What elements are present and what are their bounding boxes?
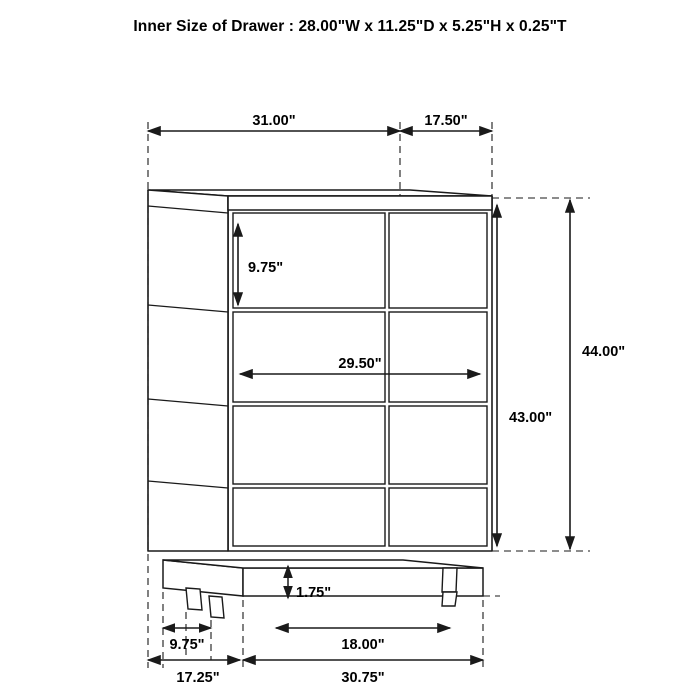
- dim-base-overall-width: [243, 660, 483, 686]
- drawer-face: [389, 312, 487, 402]
- leg-rear-right: [442, 568, 457, 592]
- dim-foot-inset-depth: [163, 628, 211, 653]
- dim-top-side-depth: [400, 113, 492, 131]
- dim-label-foot-inset-depth: 9.75": [169, 637, 205, 653]
- dim-label-base-front-inner: 18.00": [341, 637, 385, 653]
- chest-side-face: [148, 190, 228, 551]
- dim-label-base-overall-width: 30.75": [341, 670, 385, 686]
- dim-label-drawer-face-width: 29.50": [338, 356, 382, 372]
- dim-label-top-front-width: 31.00": [252, 113, 296, 129]
- drawer-face: [233, 488, 385, 546]
- dim-top-front-width: [148, 113, 400, 131]
- dim-label-base-rail-height: 1.75": [296, 585, 332, 601]
- chest-top-rail: [228, 196, 492, 210]
- drawer-face: [389, 406, 487, 484]
- dim-label-base-depth: 17.25": [176, 670, 220, 686]
- leg-rear-left: [186, 588, 202, 610]
- leg-front-left: [209, 596, 224, 618]
- drawer-face: [389, 213, 487, 308]
- dim-base-front-inner: [276, 628, 450, 653]
- dim-label-top-side-depth: 17.50": [424, 113, 468, 129]
- dim-case-height: [497, 205, 552, 546]
- dim-base-depth: [148, 660, 240, 686]
- dim-overall-height: [570, 200, 625, 549]
- dim-label-overall-height: 44.00": [582, 344, 626, 360]
- dim-label-case-height: 43.00": [509, 410, 553, 426]
- page-title: Inner Size of Drawer : 28.00"W x 11.25"D x 5.25"H x 0.25"T: [133, 18, 567, 35]
- drawer-face: [389, 488, 487, 546]
- dim-label-drawer-face-height: 9.75": [248, 260, 284, 276]
- leg-front-right: [442, 592, 457, 606]
- drawer-face: [233, 406, 385, 484]
